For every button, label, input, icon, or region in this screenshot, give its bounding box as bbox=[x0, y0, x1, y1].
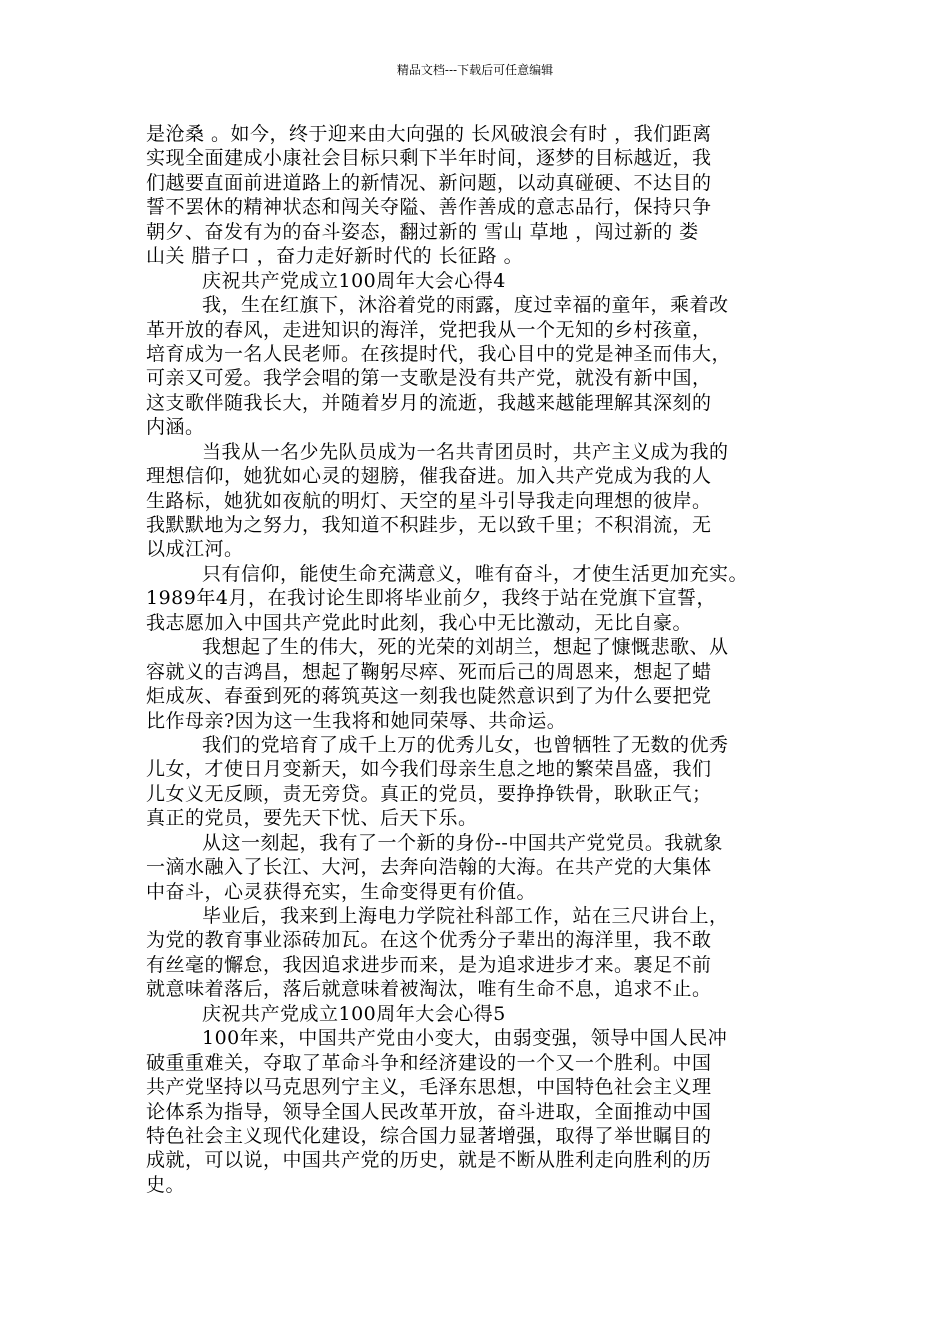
body-line: 誓不罢休的精神状态和闯关夺隘、善作善成的意志品行，保持只争 bbox=[146, 196, 712, 219]
paragraph-start: 我想起了生的伟大，死的光荣的刘胡兰，想起了慷慨悲歌、从 bbox=[202, 636, 729, 659]
body-line: 比作母亲?因为这一生我将和她同荣辱、共命运。 bbox=[146, 709, 567, 732]
body-line: 真正的党员，要先天下忧、后天下乐。 bbox=[146, 807, 478, 830]
body-line: 我志愿加入中国共产党此时此刻，我心中无比激动，无比自豪。 bbox=[146, 611, 693, 634]
body-line: 特色社会主义现代化建设，综合国力显著增强，取得了举世瞩目的 bbox=[146, 1124, 712, 1147]
body-line: 为党的教育事业添砖加瓦。在这个优秀分子辈出的海洋里，我不敢 bbox=[146, 929, 712, 952]
body-line: 破重重难关，夺取了革命斗争和经济建设的一个又一个胜利。中国 bbox=[146, 1051, 712, 1074]
paragraph-start: 毕业后，我来到上海电力学院社科部工作，站在三尺讲台上， bbox=[202, 905, 729, 927]
body-line: 史。 bbox=[146, 1173, 186, 1196]
body-line: 共产党坚持以马克思列宁主义，毛泽东思想，中国特色社会主义理 bbox=[146, 1076, 712, 1099]
body-line: 们越要直面前进道路上的新情况、新问题，以动真碰硬、不达目的 bbox=[146, 171, 712, 194]
document-body bbox=[146, 122, 816, 1197]
body-line: 山关 腊子口 ，奋力走好新时代的 长征路 。 bbox=[146, 245, 524, 268]
body-line: 中奋斗，心灵获得充实，生命变得更有价值。 bbox=[146, 880, 537, 903]
body-line: 这支歌伴随我长大，并随着岁月的流逝，我越来越能理解其深刻的 bbox=[146, 391, 712, 414]
body-line: 是沧桑 。如今，终于迎来由大向强的 长风破浪会有时 ，我们距离 bbox=[146, 123, 712, 145]
page-header: 精品文档---下载后可任意编辑 bbox=[396, 63, 554, 77]
section-heading-4: 庆祝共产党成立100周年大会心得4 bbox=[202, 269, 506, 292]
body-line: 我默默地为之努力，我知道不积跬步，无以致千里；不积涓流，无 bbox=[146, 514, 712, 536]
body-line: 革开放的春风，走进知识的海洋，党把我从一个无知的乡村孩童， bbox=[146, 318, 712, 341]
paragraph-start: 从这一刻起，我有了一个新的身份--中国共产党党员。我就象 bbox=[202, 831, 723, 854]
body-line: 一滴水融入了长江、大河，去奔向浩翰的大海。在共产党的大集体 bbox=[146, 856, 712, 879]
body-line: 生路标，她犹如夜航的明灯、天空的星斗引导我走向理想的彼岸。 bbox=[146, 489, 712, 512]
paragraph-start: 我，生在红旗下，沐浴着党的雨露，度过幸福的童年，乘着改 bbox=[202, 294, 729, 317]
body-line: 理想信仰，她犹如心灵的翅膀，催我奋进。加入共产党成为我的人 bbox=[146, 465, 712, 488]
paragraph-start: 100年来，中国共产党由小变大，由弱变强，领导中国人民冲 bbox=[202, 1027, 728, 1050]
body-line: 炬成灰、春蚕到死的蒋筑英这一刻我也陡然意识到了为什么要把党 bbox=[146, 685, 712, 708]
section-heading-5: 庆祝共产党成立100周年大会心得5 bbox=[202, 1002, 506, 1025]
body-line: 1989年4月，在我讨论生即将毕业前夕，我终于站在党旗下宣誓， bbox=[146, 587, 716, 610]
body-line: 可亲又可爱。我学会唱的第一支歌是没有共产党，就没有新中国， bbox=[146, 367, 712, 390]
body-line: 容就义的吉鸿昌，想起了鞠躬尽瘁、死而后己的周恩来，想起了蜡 bbox=[146, 660, 712, 683]
body-line: 朝夕、奋发有为的奋斗姿态，翻过新的 雪山 草地 ，闯过新的 娄 bbox=[146, 220, 699, 243]
body-line: 论体系为指导，领导全国人民改革开放，奋斗进取，全面推动中国 bbox=[146, 1100, 712, 1123]
body-line: 成就，可以说，中国共产党的历史，就是不断从胜利走向胜利的历 bbox=[146, 1149, 712, 1172]
body-line: 有丝毫的懈怠，我因追求进步而来，是为追求进步才来。裹足不前 bbox=[146, 953, 712, 976]
paragraph-start: 只有信仰，能使生命充满意义，唯有奋斗，才使生活更加充实。 bbox=[202, 562, 749, 585]
paragraph-start: 我们的党培育了成千上万的优秀儿女，也曾牺牲了无数的优秀 bbox=[202, 733, 729, 756]
body-line: 实现全面建成小康社会目标只剩下半年时间，逐梦的目标越近，我 bbox=[146, 147, 712, 170]
paragraph-start: 当我从一名少先队员成为一名共青团员时，共产主义成为我的 bbox=[202, 440, 729, 463]
body-line: 就意味着落后，落后就意味着被淘汰，唯有生命不息，追求不止。 bbox=[146, 978, 712, 1001]
body-line: 儿女，才使日月变新天，如今我们母亲生息之地的繁荣昌盛，我们 bbox=[146, 758, 712, 781]
body-line: 儿女义无反顾，责无旁贷。真正的党员，要挣挣铁骨，耿耿正气； bbox=[146, 782, 712, 805]
body-line: 内涵。 bbox=[146, 416, 205, 439]
body-line: 培育成为一名人民老师。在孩提时代，我心目中的党是神圣而伟大， bbox=[146, 342, 732, 365]
body-line: 以成江河。 bbox=[146, 538, 244, 561]
